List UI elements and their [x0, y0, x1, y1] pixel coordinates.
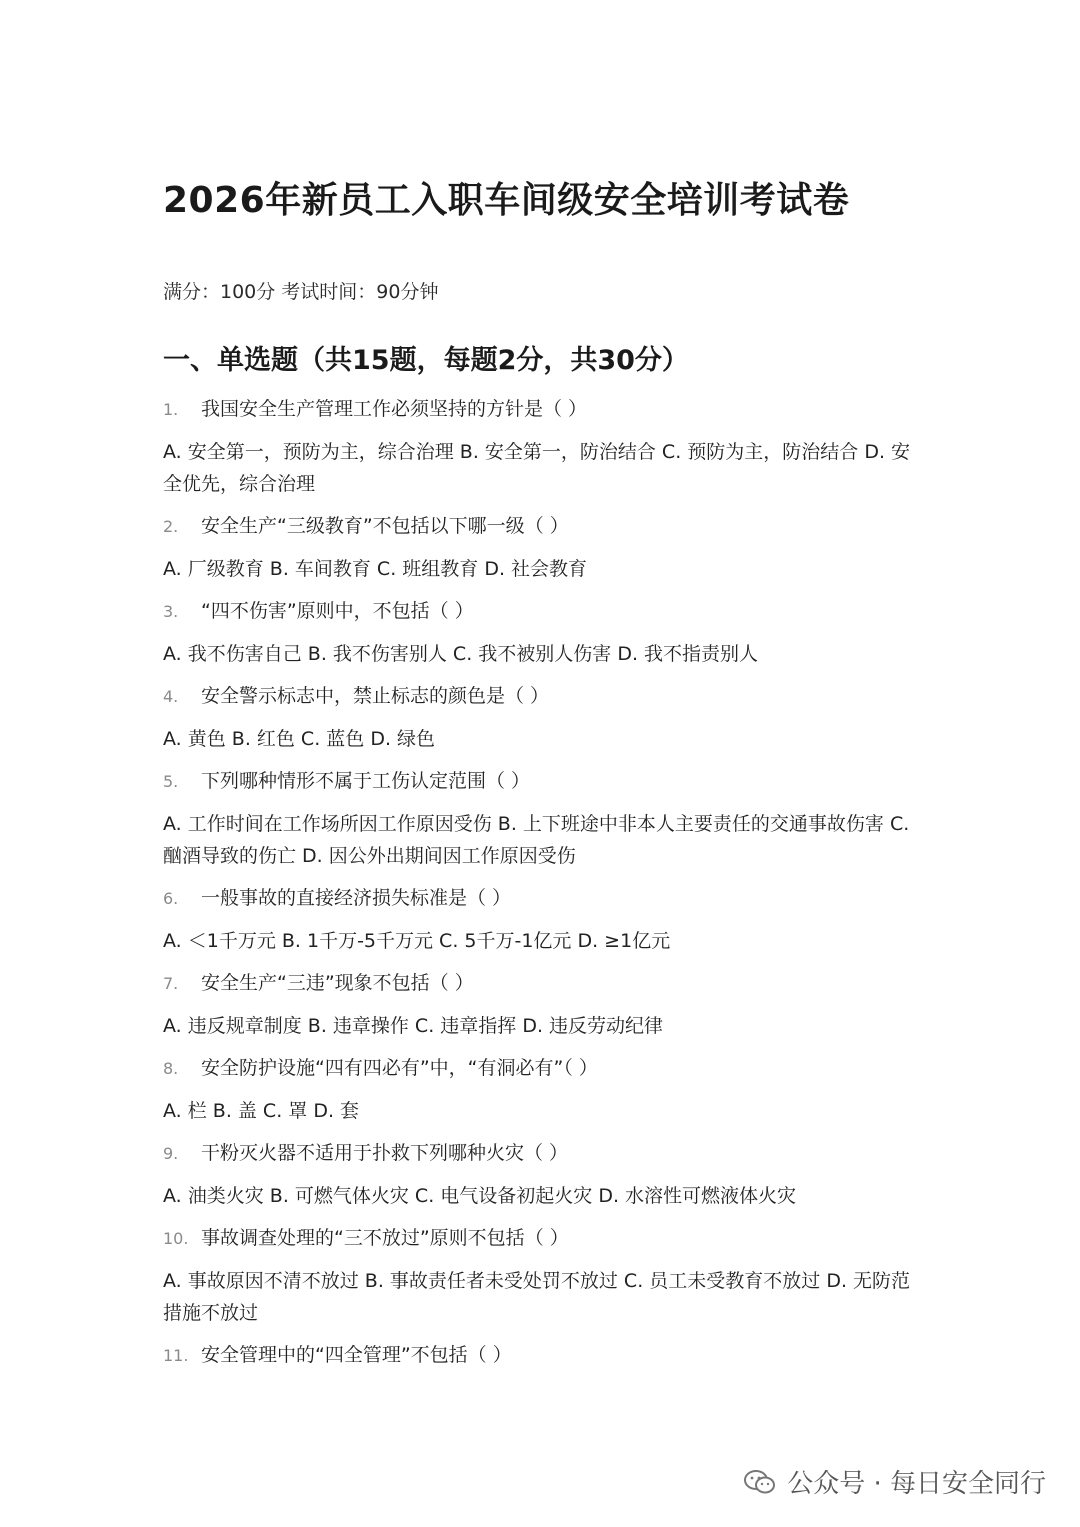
question-item [163, 509, 923, 544]
question-text: 下列哪种情形不属于工伤认定范围（ ） [201, 770, 531, 792]
question-text: 一般事故的直接经济损失标准是（ ） [201, 887, 512, 909]
question-item [163, 392, 923, 427]
question-number: 6. [163, 889, 179, 908]
question-item [163, 1051, 923, 1086]
question-text: 事故调查处理的“三不放过”原则不包括（ ） [201, 1227, 569, 1249]
question-item [163, 1338, 923, 1373]
question-item [163, 881, 923, 916]
question-number: 11. [163, 1346, 189, 1365]
question-number: 7. [163, 974, 179, 993]
question-text: 安全生产“三级教育”不包括以下哪一级（ ） [201, 515, 569, 537]
question-options: A. 油类火灾 B. 可燃气体火灾 C. 电气设备初起火灾 D. 水溶性可燃液体火灾 [163, 1185, 797, 1207]
exam-title: 2026年新员工入职车间级安全培训考试卷 [163, 180, 850, 221]
question-number: 10. [163, 1229, 189, 1248]
question-list [163, 392, 923, 1382]
question-number: 5. [163, 772, 179, 791]
question-number: 3. [163, 602, 179, 621]
question-options: A. 安全第一，预防为主，综合治理 B. 安全第一，防治结合 C. 预防为主，防治结合 D. 安全优先，综合治理 [163, 441, 911, 495]
question-number: 4. [163, 687, 179, 706]
question-text: 安全防护设施“四有四必有”中，“有洞必有”（ ） [201, 1057, 598, 1079]
question-text: “四不伤害”原则中，不包括（ ） [201, 600, 474, 622]
question-text: 安全生产“三违”现象不包括（ ） [201, 972, 474, 994]
question-item [163, 1221, 923, 1256]
question-item [163, 679, 923, 714]
question-options: A. ＜1千万元 B. 1千万-5千万元 C. 5千万-1亿元 D. ≥1亿元 [163, 930, 671, 952]
question-text: 安全管理中的“四全管理”不包括（ ） [201, 1344, 512, 1366]
question-number: 1. [163, 400, 179, 419]
question-options: A. 我不伤害自己 B. 我不伤害别人 C. 我不被别人伤害 D. 我不指责别人 [163, 643, 759, 665]
question-text: 安全警示标志中，禁止标志的颜色是（ ） [201, 685, 550, 707]
question-text: 我国安全生产管理工作必须坚持的方针是（ ） [201, 398, 588, 420]
watermark [743, 1463, 1046, 1500]
question-options: A. 违反规章制度 B. 违章操作 C. 违章指挥 D. 违反劳动纪律 [163, 1015, 664, 1037]
exam-meta: 满分：100分 考试时间：90分钟 [163, 281, 439, 303]
question-item [163, 764, 923, 799]
watermark-text: 公众号 · 每日安全同行 [787, 1469, 1046, 1499]
wechat-icon [743, 1468, 777, 1496]
question-text: 干粉灭火器不适用于扑救下列哪种火灾（ ） [201, 1142, 569, 1164]
question-options: A. 事故原因不清不放过 B. 事故责任者未受处罚不放过 C. 员工未受教育不放过 D. 无防范措施不放过 [163, 1270, 911, 1324]
question-item [163, 1136, 923, 1171]
question-options: A. 工作时间在工作场所因工作原因受伤 B. 上下班途中非本人主要责任的交通事故伤害 C. 酗酒导致的伤亡 D. 因公外出期间因工作原因受伤 [163, 813, 910, 867]
question-item [163, 594, 923, 629]
question-item [163, 966, 923, 1001]
question-number: 2. [163, 517, 179, 536]
question-options: A. 栏 B. 盖 C. 罩 D. 套 [163, 1100, 360, 1122]
question-options: A. 黄色 B. 红色 C. 蓝色 D. 绿色 [163, 728, 436, 750]
question-options: A. 厂级教育 B. 车间教育 C. 班组教育 D. 社会教育 [163, 558, 588, 580]
section-title: 一、单选题（共15题，每题2分，共30分） [163, 345, 689, 376]
question-number: 8. [163, 1059, 179, 1078]
question-number: 9. [163, 1144, 179, 1163]
